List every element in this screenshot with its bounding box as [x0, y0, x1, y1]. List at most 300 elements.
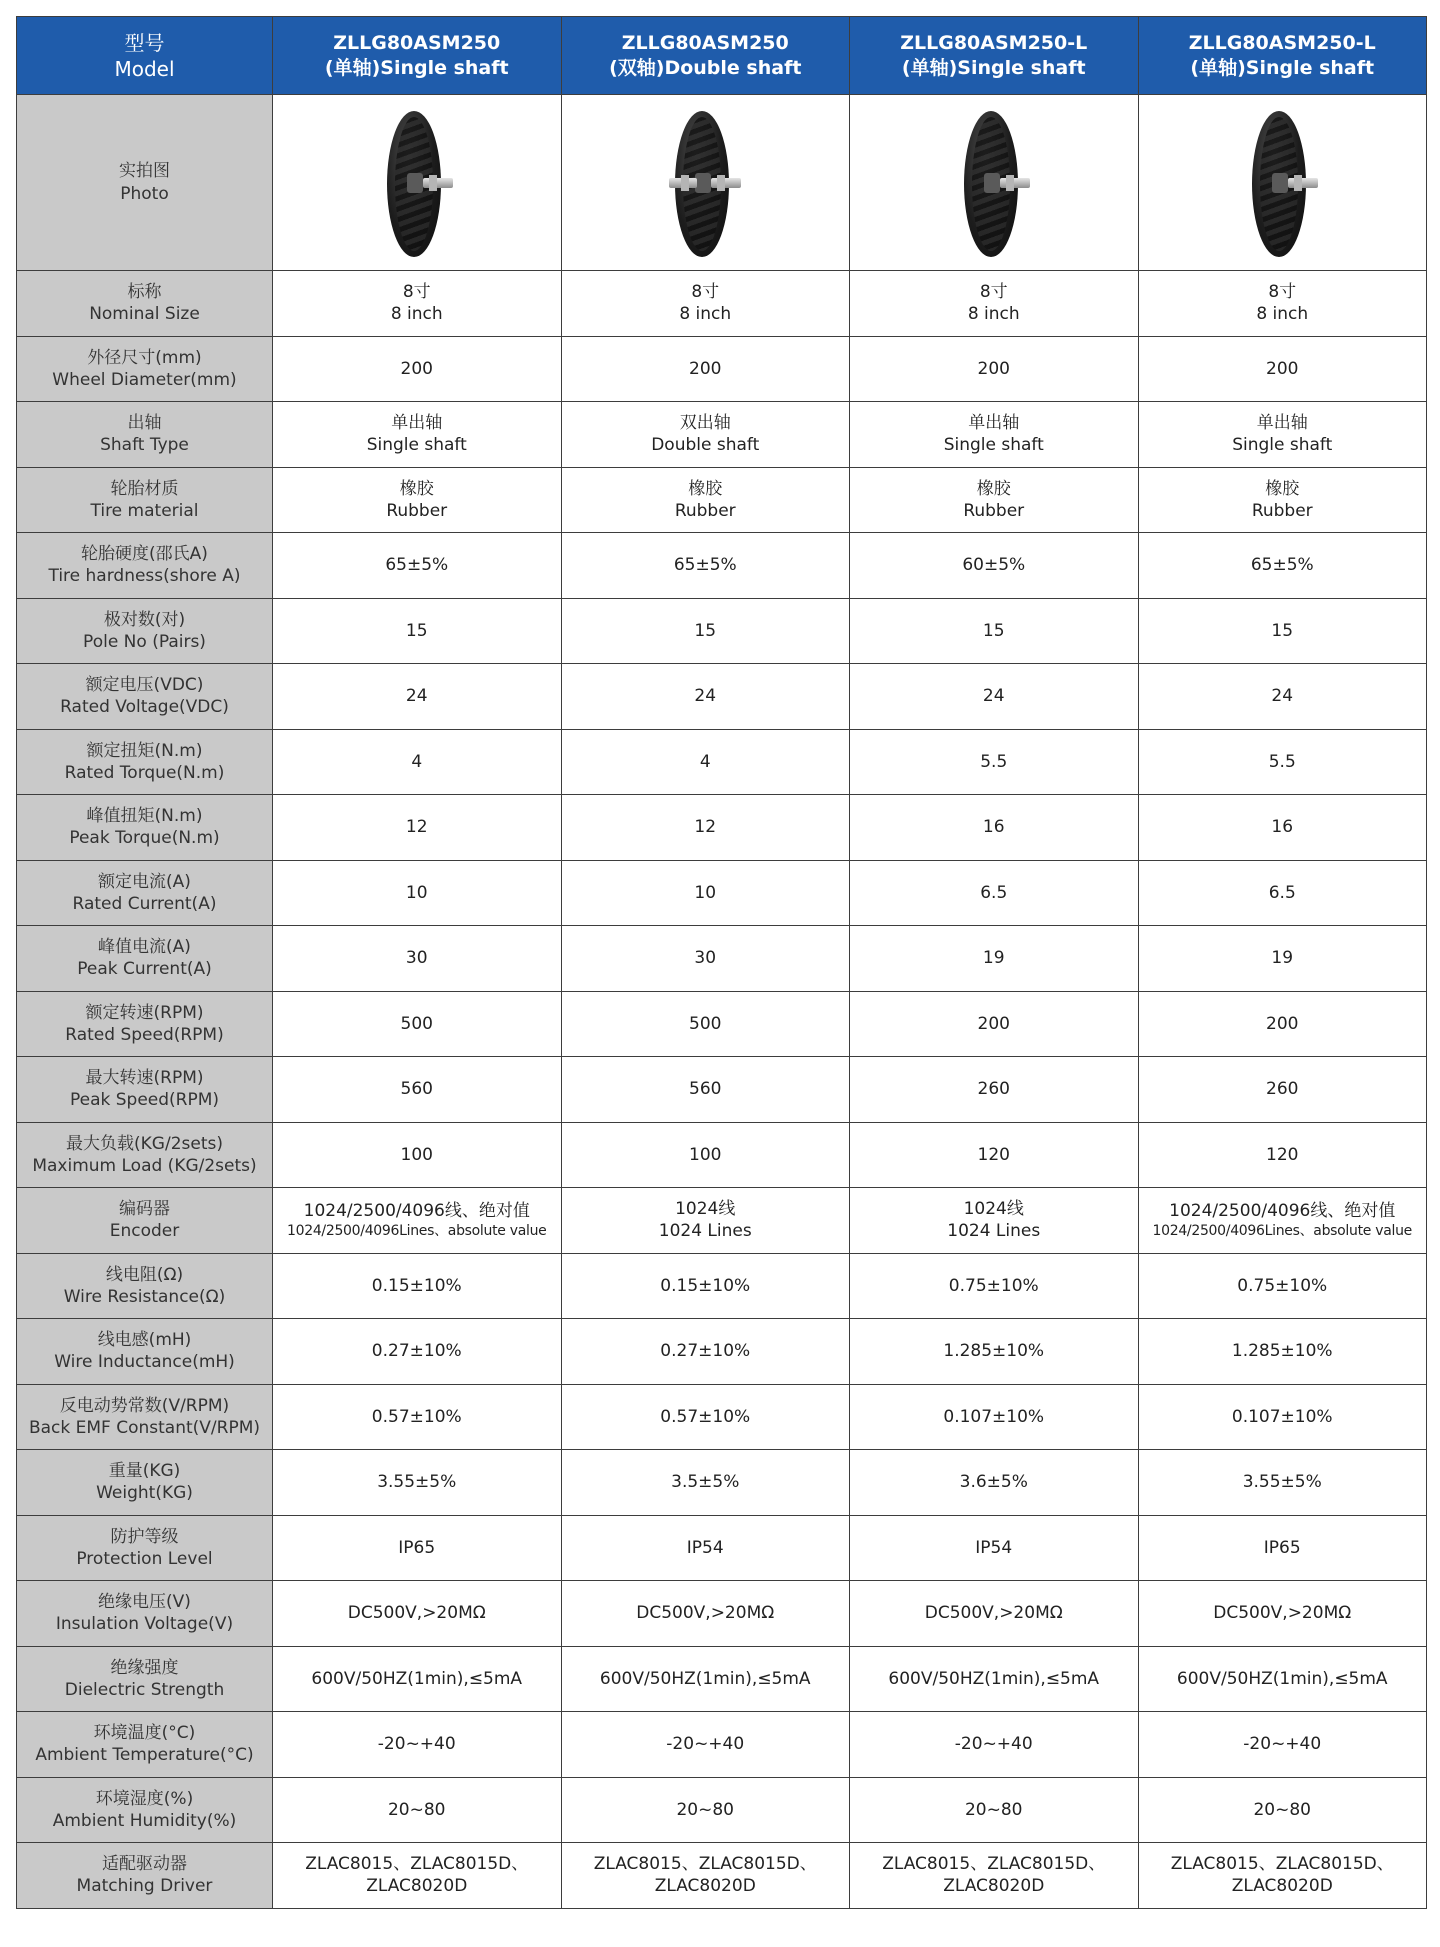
spec-value-line: ZLAC8020D: [1231, 1876, 1333, 1897]
spec-value-cell: [561, 1319, 850, 1385]
spec-label-cell: [17, 991, 273, 1057]
wheel-motor-photo: [934, 103, 1054, 263]
spec-value-cell: [1138, 729, 1427, 795]
spec-value-cell: [561, 1188, 850, 1254]
spec-value-cell: [273, 336, 562, 402]
spec-value-cell: [1138, 1777, 1427, 1843]
spec-row: [17, 533, 1427, 599]
spec-value-cell: [1138, 598, 1427, 664]
spec-value-line: 15: [694, 620, 717, 641]
spec-value-line: DC500V,>20MΩ: [347, 1603, 486, 1624]
spec-row: [17, 1188, 1427, 1254]
spec-label-cell: [17, 1188, 273, 1254]
spec-label-cn: 重量(KG): [108, 1461, 181, 1482]
spec-label-cell: [17, 533, 273, 599]
spec-label-cn: 额定电压(VDC): [85, 675, 204, 696]
spec-label-cn: 轮胎硬度(邵氏A): [81, 544, 208, 565]
model-sub: (单轴)Single shaft: [324, 56, 509, 79]
spec-value-cell: [273, 991, 562, 1057]
spec-value-line: 1.285±10%: [943, 1341, 1045, 1362]
spec-label-cell: [17, 1843, 273, 1909]
spec-value-line: 8 inch: [390, 304, 443, 325]
spec-label-cell: [17, 1319, 273, 1385]
spec-value-line: 120: [1266, 1144, 1299, 1165]
spec-value-line: 8寸: [1268, 282, 1297, 303]
spec-value-line: 16: [982, 817, 1005, 838]
spec-label-cn: 适配驱动器: [102, 1854, 187, 1875]
spec-value-line: DC500V,>20MΩ: [636, 1603, 775, 1624]
spec-value-cell: [273, 467, 562, 533]
model-label-cn: 型号: [124, 30, 165, 55]
spec-label-cell: [17, 598, 273, 664]
spec-value-cell: [1138, 467, 1427, 533]
spec-value-line: 24: [1271, 686, 1294, 707]
spec-value-cell: [1138, 336, 1427, 402]
spec-value-line: 8 inch: [967, 304, 1020, 325]
spec-value-cell: [273, 1646, 562, 1712]
spec-value-cell: [273, 795, 562, 861]
spec-value-cell: [561, 795, 850, 861]
spec-value-cell: [561, 1712, 850, 1778]
spec-value-cell: [850, 533, 1139, 599]
spec-row: [17, 1777, 1427, 1843]
spec-row: [17, 598, 1427, 664]
spec-label-en: Peak Speed(RPM): [69, 1090, 220, 1111]
spec-value-line: 200: [400, 358, 433, 379]
spec-value-line: 单出轴: [1256, 413, 1308, 434]
spec-value-line: 0.75±10%: [1237, 1275, 1328, 1296]
spec-value-cell: [1138, 860, 1427, 926]
spec-label-en: Protection Level: [76, 1548, 213, 1569]
spec-value-line: 3.55±5%: [377, 1472, 457, 1493]
spec-value-line: 橡胶: [688, 478, 723, 499]
spec-value-cell: [850, 1777, 1139, 1843]
spec-value-cell: [850, 1843, 1139, 1909]
spec-value-line: 65±5%: [385, 555, 449, 576]
spec-value-cell: [561, 1777, 850, 1843]
spec-value-line: 120: [977, 1144, 1010, 1165]
spec-value-line: 600V/50HZ(1min),≤5mA: [599, 1668, 811, 1689]
spec-value-line: Single shaft: [943, 435, 1044, 456]
spec-label-en: Ambient Humidity(%): [52, 1810, 237, 1831]
spec-row: [17, 1450, 1427, 1516]
spec-value-line: 1024/2500/4096线、绝对值: [1169, 1201, 1396, 1222]
spec-value-cell: [850, 1646, 1139, 1712]
spec-value-line: 15: [405, 620, 428, 641]
spec-label-en: Ambient Temperature(°C): [35, 1745, 254, 1766]
spec-value-cell: [273, 402, 562, 468]
spec-value-line: Double shaft: [651, 435, 760, 456]
spec-label-cn: 标称: [127, 282, 162, 303]
spec-value-cell: [850, 1122, 1139, 1188]
spec-value-line: 橡胶: [399, 478, 434, 499]
spec-value-cell: [561, 598, 850, 664]
spec-label-en: Peak Torque(N.m): [69, 828, 220, 849]
spec-value-line: 1024线: [963, 1199, 1024, 1220]
spec-value-line: 19: [982, 948, 1005, 969]
spec-value-cell: [273, 926, 562, 992]
spec-label-en: Shaft Type: [100, 435, 189, 456]
spec-value-line: 1024/2500/4096Lines、absolute value: [1152, 1223, 1412, 1240]
spec-label-en: Back EMF Constant(V/RPM): [28, 1417, 261, 1438]
spec-label-en: Dielectric Strength: [64, 1679, 225, 1700]
spec-value-line: -20~+40: [666, 1734, 745, 1755]
spec-value-line: 8寸: [691, 282, 720, 303]
spec-value-cell: [273, 729, 562, 795]
spec-value-line: 10: [694, 882, 717, 903]
spec-value-cell: [561, 1581, 850, 1647]
spec-value-cell: [1138, 402, 1427, 468]
spec-label-cn: 最大负载(KG/2sets): [66, 1133, 223, 1154]
spec-row: [17, 271, 1427, 337]
spec-value-line: 5.5: [980, 751, 1008, 772]
spec-value-line: 橡胶: [976, 478, 1011, 499]
spec-row: [17, 664, 1427, 730]
spec-label-cn: 环境湿度(%): [95, 1788, 194, 1809]
spec-label-en: Weight(KG): [96, 1483, 193, 1504]
spec-value-cell: [850, 860, 1139, 926]
spec-value-line: 1024/2500/4096Lines、absolute value: [287, 1223, 547, 1240]
spec-value-line: 3.6±5%: [959, 1472, 1028, 1493]
spec-value-line: 20~80: [676, 1799, 734, 1820]
spec-value-cell: [850, 598, 1139, 664]
spec-value-line: 12: [694, 817, 717, 838]
spec-value-line: 30: [694, 948, 717, 969]
spec-value-line: IP65: [398, 1537, 436, 1558]
spec-value-line: 橡胶: [1265, 478, 1300, 499]
model-sub: (单轴)Single shaft: [1190, 56, 1375, 79]
spec-value-line: 8 inch: [679, 304, 732, 325]
spec-value-cell: [1138, 271, 1427, 337]
spec-value-cell: [1138, 1122, 1427, 1188]
spec-value-cell: [1138, 1712, 1427, 1778]
spec-value-cell: [1138, 1450, 1427, 1516]
spec-label-en: Rated Current(A): [72, 893, 217, 914]
spec-label-cn: 最大转速(RPM): [85, 1068, 204, 1089]
spec-value-line: 16: [1271, 817, 1294, 838]
spec-label-en: Wire Resistance(Ω): [63, 1286, 226, 1307]
spec-label-cn: 额定扭矩(N.m): [86, 740, 203, 761]
spec-value-line: 200: [1266, 358, 1299, 379]
spec-value-line: 100: [689, 1144, 722, 1165]
spec-label-cell: [17, 271, 273, 337]
spec-value-cell: [273, 533, 562, 599]
spec-label-cn: 峰值电流(A): [98, 937, 191, 958]
spec-value-line: 560: [689, 1079, 722, 1100]
spec-label-cell: [17, 1384, 273, 1450]
spec-value-cell: [561, 1450, 850, 1516]
spec-value-cell: [1138, 1646, 1427, 1712]
spec-row: [17, 991, 1427, 1057]
spec-value-line: 0.15±10%: [660, 1275, 751, 1296]
spec-value-cell: [273, 1843, 562, 1909]
spec-row: [17, 926, 1427, 992]
spec-value-cell: [850, 1712, 1139, 1778]
spec-value-line: 0.107±10%: [943, 1406, 1045, 1427]
spec-value-cell: [273, 271, 562, 337]
spec-label-cell: [17, 860, 273, 926]
spec-value-cell: [273, 664, 562, 730]
spec-value-line: 8寸: [402, 282, 431, 303]
spec-value-cell: [1138, 533, 1427, 599]
spec-label-cn: 反电动势常数(V/RPM): [59, 1395, 230, 1416]
spec-label-cn: 防护等级: [110, 1526, 179, 1547]
spec-value-cell: [561, 1122, 850, 1188]
spec-value-cell: [561, 1384, 850, 1450]
spec-value-cell: [273, 1712, 562, 1778]
spec-value-cell: [850, 1188, 1139, 1254]
spec-label-en: Rated Torque(N.m): [64, 762, 225, 783]
spec-label-cn: 额定转速(RPM): [85, 1002, 204, 1023]
spec-value-line: 500: [689, 1013, 722, 1034]
spec-label-cell: [17, 795, 273, 861]
spec-label-cn: 绝缘电压(V): [98, 1592, 191, 1613]
spec-value-line: 24: [405, 686, 428, 707]
spec-value-line: 0.27±10%: [371, 1341, 462, 1362]
spec-value-line: 8寸: [979, 282, 1008, 303]
spec-label-en: Wire Inductance(mH): [54, 1352, 235, 1373]
spec-value-line: 20~80: [387, 1799, 446, 1820]
spec-row: [17, 467, 1427, 533]
spec-value-cell: [850, 795, 1139, 861]
spec-label-cn: 环境温度(°C): [93, 1723, 196, 1744]
spec-value-line: ZLAC8015、ZLAC8015D、: [1170, 1854, 1394, 1875]
spec-value-line: 65±5%: [673, 555, 737, 576]
spec-value-cell: [273, 1319, 562, 1385]
spec-value-cell: [850, 1581, 1139, 1647]
spec-value-cell: [273, 1450, 562, 1516]
spec-value-cell: [561, 991, 850, 1057]
spec-value-cell: [561, 1646, 850, 1712]
spec-row: [17, 402, 1427, 468]
spec-value-line: 260: [977, 1079, 1010, 1100]
spec-value-line: 10: [405, 882, 428, 903]
spec-value-line: 6.5: [1268, 882, 1296, 903]
spec-value-line: DC500V,>20MΩ: [924, 1603, 1063, 1624]
photo-row: [17, 95, 1427, 271]
spec-label-en: Rated Voltage(VDC): [60, 697, 229, 718]
spec-value-cell: [561, 926, 850, 992]
spec-value-cell: [850, 991, 1139, 1057]
spec-value-cell: [850, 1057, 1139, 1123]
spec-value-cell: [273, 1188, 562, 1254]
spec-label-cell: [17, 1515, 273, 1581]
spec-label-en: Encoder: [109, 1221, 180, 1242]
spec-value-cell: [561, 1515, 850, 1581]
model-header-3: [850, 17, 1139, 95]
photo-cell-3: [850, 95, 1139, 271]
spec-label-cn: 线电感(mH): [97, 1330, 192, 1351]
spec-value-line: 1024线: [675, 1199, 736, 1220]
spec-value-line: 3.55±5%: [1242, 1472, 1322, 1493]
spec-value-cell: [1138, 926, 1427, 992]
photo-cell-2: [561, 95, 850, 271]
spec-value-line: 600V/50HZ(1min),≤5mA: [1176, 1668, 1388, 1689]
spec-value-cell: [561, 533, 850, 599]
spec-value-line: 15: [1271, 620, 1294, 641]
photo-label-cn: 实拍图: [119, 161, 170, 182]
spec-label-cell: [17, 1450, 273, 1516]
spec-value-line: 60±5%: [962, 555, 1026, 576]
spec-row: [17, 1253, 1427, 1319]
model-name: ZLLG80ASM250: [621, 31, 789, 54]
spec-label-cell: [17, 1646, 273, 1712]
spec-label-en: Insulation Voltage(V): [55, 1614, 234, 1635]
spec-value-cell: [273, 1515, 562, 1581]
spec-value-cell: [273, 1777, 562, 1843]
spec-row: [17, 1384, 1427, 1450]
spec-value-line: 4: [699, 751, 711, 772]
spec-value-cell: [850, 1515, 1139, 1581]
spec-value-line: Rubber: [1251, 500, 1313, 521]
spec-value-cell: [1138, 1057, 1427, 1123]
spec-value-cell: [273, 1581, 562, 1647]
spec-value-line: 6.5: [980, 882, 1008, 903]
spec-row: [17, 860, 1427, 926]
spec-value-cell: [561, 402, 850, 468]
spec-label-cell: [17, 336, 273, 402]
spec-label-cell: [17, 467, 273, 533]
spec-label-en: Rated Speed(RPM): [65, 1024, 224, 1045]
spec-value-line: 8 inch: [1256, 304, 1309, 325]
spec-label-en: Pole No (Pairs): [83, 631, 206, 652]
spec-value-line: ZLAC8015、ZLAC8015D、: [882, 1854, 1106, 1875]
spec-value-cell: [850, 729, 1139, 795]
spec-value-line: -20~+40: [1243, 1734, 1322, 1755]
spec-value-line: 20~80: [964, 1799, 1023, 1820]
photo-cell-4: [1138, 95, 1427, 271]
spec-value-line: 30: [405, 948, 428, 969]
spec-value-line: 0.107±10%: [1231, 1406, 1333, 1427]
spec-value-line: IP54: [686, 1537, 724, 1558]
spec-value-line: -20~+40: [377, 1734, 456, 1755]
spec-value-cell: [1138, 1384, 1427, 1450]
spec-value-line: 560: [400, 1079, 433, 1100]
spec-row: [17, 1646, 1427, 1712]
spec-value-cell: [1138, 1188, 1427, 1254]
spec-value-line: 单出轴: [391, 413, 443, 434]
spec-label-cn: 外径尺寸(mm): [87, 347, 202, 368]
spec-value-line: DC500V,>20MΩ: [1213, 1603, 1352, 1624]
spec-value-line: IP54: [975, 1537, 1013, 1558]
spec-row: [17, 1515, 1427, 1581]
spec-label-en: Maximum Load (KG/2sets): [32, 1155, 257, 1176]
spec-value-cell: [1138, 1581, 1427, 1647]
spec-value-line: 20~80: [1253, 1799, 1311, 1820]
spec-label-en: Tire hardness(shore A): [48, 566, 241, 587]
wheel-motor-photo: [357, 103, 477, 263]
spec-value-line: Rubber: [386, 500, 448, 521]
header-row: [17, 17, 1427, 95]
spec-value-line: 65±5%: [1250, 555, 1314, 576]
spec-value-line: 600V/50HZ(1min),≤5mA: [311, 1668, 523, 1689]
spec-value-cell: [561, 729, 850, 795]
spec-value-line: 260: [1266, 1079, 1299, 1100]
spec-value-line: 24: [694, 686, 717, 707]
spec-label-cell: [17, 729, 273, 795]
spec-label-cell: [17, 402, 273, 468]
spec-label-cell: [17, 1777, 273, 1843]
spec-value-line: ZLAC8020D: [654, 1876, 756, 1897]
spec-value-line: 0.27±10%: [660, 1341, 751, 1362]
spec-label-en: Peak Current(A): [77, 959, 212, 980]
spec-row: [17, 1122, 1427, 1188]
spec-label-cn: 绝缘强度: [110, 1657, 179, 1678]
spec-value-line: 3.5±5%: [671, 1472, 740, 1493]
spec-value-cell: [1138, 1319, 1427, 1385]
spec-value-line: 200: [977, 1013, 1010, 1034]
model-sub: (单轴)Single shaft: [901, 56, 1086, 79]
spec-label-cell: [17, 1581, 273, 1647]
spec-label-cn: 线电阻(Ω): [105, 1264, 184, 1285]
spec-label-cell: [17, 1253, 273, 1319]
spec-value-cell: [850, 1253, 1139, 1319]
spec-label-cell: [17, 926, 273, 992]
spec-value-cell: [1138, 1253, 1427, 1319]
spec-label-cn: 额定电流(A): [98, 871, 191, 892]
spec-label-cell: [17, 1122, 273, 1188]
spec-value-line: 15: [982, 620, 1005, 641]
spec-value-cell: [561, 336, 850, 402]
photo-label-cell: [17, 95, 273, 271]
spec-value-line: 200: [1266, 1013, 1299, 1034]
spec-row: [17, 1319, 1427, 1385]
spec-value-cell: [561, 664, 850, 730]
spec-value-line: 200: [977, 358, 1010, 379]
spec-value-line: ZLAC8020D: [366, 1876, 468, 1897]
spec-value-line: 1024/2500/4096线、绝对值: [303, 1201, 530, 1222]
spec-value-cell: [561, 1253, 850, 1319]
spec-value-cell: [1138, 795, 1427, 861]
model-sub: (双轴)Double shaft: [609, 56, 802, 79]
spec-value-line: 0.15±10%: [371, 1275, 462, 1296]
spec-label-en: Wheel Diameter(mm): [52, 369, 237, 390]
spec-label-cn: 轮胎材质: [110, 478, 179, 499]
spec-label-cell: [17, 1712, 273, 1778]
spec-value-cell: [273, 598, 562, 664]
spec-value-cell: [850, 467, 1139, 533]
photo-label-en: Photo: [120, 183, 169, 204]
spec-value-line: 1.285±10%: [1231, 1341, 1333, 1362]
spec-value-cell: [1138, 1515, 1427, 1581]
spec-label-cn: 极对数(对): [103, 609, 186, 630]
spec-value-cell: [850, 664, 1139, 730]
spec-value-line: 5.5: [1268, 751, 1296, 772]
model-header-1: [273, 17, 562, 95]
spec-value-line: 0.57±10%: [371, 1406, 462, 1427]
spec-value-cell: [561, 1057, 850, 1123]
spec-value-line: Rubber: [963, 500, 1025, 521]
spec-value-line: 单出轴: [968, 413, 1020, 434]
spec-value-line: ZLAC8020D: [943, 1876, 1045, 1897]
spec-row: [17, 1581, 1427, 1647]
spec-value-cell: [273, 860, 562, 926]
spec-value-cell: [561, 467, 850, 533]
spec-value-line: Single shaft: [1232, 435, 1333, 456]
spec-row: [17, 1712, 1427, 1778]
spec-value-line: IP65: [1263, 1537, 1301, 1558]
spec-value-cell: [273, 1057, 562, 1123]
spec-value-cell: [850, 402, 1139, 468]
spec-value-line: 双出轴: [679, 413, 731, 434]
spec-row: [17, 336, 1427, 402]
spec-value-cell: [850, 1450, 1139, 1516]
spec-value-line: Rubber: [674, 500, 736, 521]
spec-value-cell: [850, 336, 1139, 402]
spec-value-line: 0.57±10%: [660, 1406, 751, 1427]
spec-value-line: 24: [982, 686, 1005, 707]
spec-value-cell: [1138, 991, 1427, 1057]
